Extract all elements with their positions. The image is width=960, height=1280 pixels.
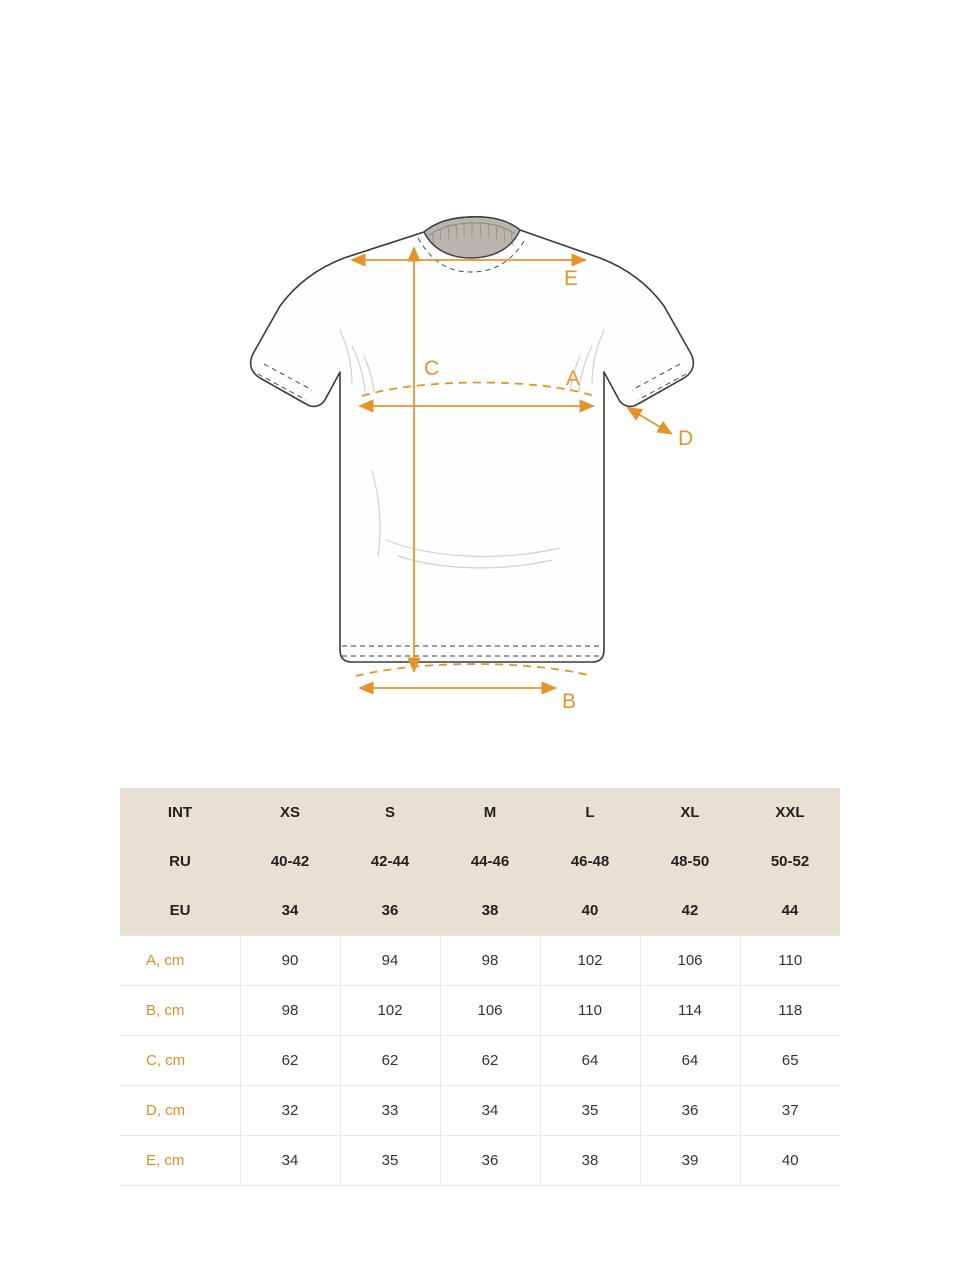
cell-int-m: M [440,788,540,837]
table-row-a [120,936,840,986]
cell-c-m: 62 [440,1036,540,1086]
cell-c-xl: 64 [640,1036,740,1086]
cell-d-m: 34 [440,1086,540,1136]
cell-ru-xs: 40-42 [240,837,340,886]
table-row-e [120,1136,840,1186]
table-row-ru [120,837,840,886]
row-label-eu: EU [120,886,240,936]
cell-b-xs: 98 [240,986,340,1036]
cell-e-m: 36 [440,1136,540,1186]
table-row-eu [120,886,840,936]
cell-d-xs: 32 [240,1086,340,1136]
cell-eu-xxl: 44 [740,886,840,936]
tshirt-illustration [251,217,694,662]
cell-a-xs: 90 [240,936,340,986]
cell-d-xxl: 37 [740,1086,840,1136]
cell-eu-l: 40 [540,886,640,936]
table-row-int [120,788,840,837]
cell-int-s: S [340,788,440,837]
cell-a-l: 102 [540,936,640,986]
size-table [120,788,840,1186]
cell-eu-xl: 42 [640,886,740,936]
cell-int-xs: XS [240,788,340,837]
label-E: E [564,267,579,290]
row-label-d: D, cm [120,1086,240,1136]
cell-d-l: 35 [540,1086,640,1136]
cell-e-l: 38 [540,1136,640,1186]
label-C: C [424,357,440,380]
row-label-c: C, cm [120,1036,240,1086]
label-B: B [562,690,577,713]
cell-c-s: 62 [340,1036,440,1086]
cell-ru-l: 46-48 [540,837,640,886]
cell-e-xs: 34 [240,1136,340,1186]
cell-c-xs: 62 [240,1036,340,1086]
label-D: D [678,427,694,450]
cell-d-xl: 36 [640,1086,740,1136]
cell-b-xxl: 118 [740,986,840,1036]
table-row-c [120,1036,840,1086]
cell-d-s: 33 [340,1086,440,1136]
cell-eu-xs: 34 [240,886,340,936]
cell-ru-xxl: 50-52 [740,837,840,886]
cell-ru-xl: 48-50 [640,837,740,886]
cell-a-m: 98 [440,936,540,986]
cell-b-l: 110 [540,986,640,1036]
cell-a-xl: 106 [640,936,740,986]
table-row-d [120,1086,840,1136]
row-label-a: A, cm [120,936,240,986]
cell-b-xl: 114 [640,986,740,1036]
cell-int-xl: XL [640,788,740,837]
cell-eu-m: 38 [440,886,540,936]
cell-ru-s: 42-44 [340,837,440,886]
cell-a-s: 94 [340,936,440,986]
row-label-ru: RU [120,837,240,886]
table-row-b [120,986,840,1036]
cell-b-s: 102 [340,986,440,1036]
cell-c-xxl: 65 [740,1036,840,1086]
row-label-b: B, cm [120,986,240,1036]
row-label-e: E, cm [120,1136,240,1186]
cell-int-xxl: XXL [740,788,840,837]
row-label-int: INT [120,788,240,837]
cell-ru-m: 44-46 [440,837,540,886]
cell-int-l: L [540,788,640,837]
cell-e-xl: 39 [640,1136,740,1186]
cell-e-s: 35 [340,1136,440,1186]
cell-a-xxl: 110 [740,936,840,986]
size-chart [120,788,840,1186]
label-A: A [566,367,581,390]
cell-b-m: 106 [440,986,540,1036]
cell-c-l: 64 [540,1036,640,1086]
cell-e-xxl: 40 [740,1136,840,1186]
cell-eu-s: 36 [340,886,440,936]
